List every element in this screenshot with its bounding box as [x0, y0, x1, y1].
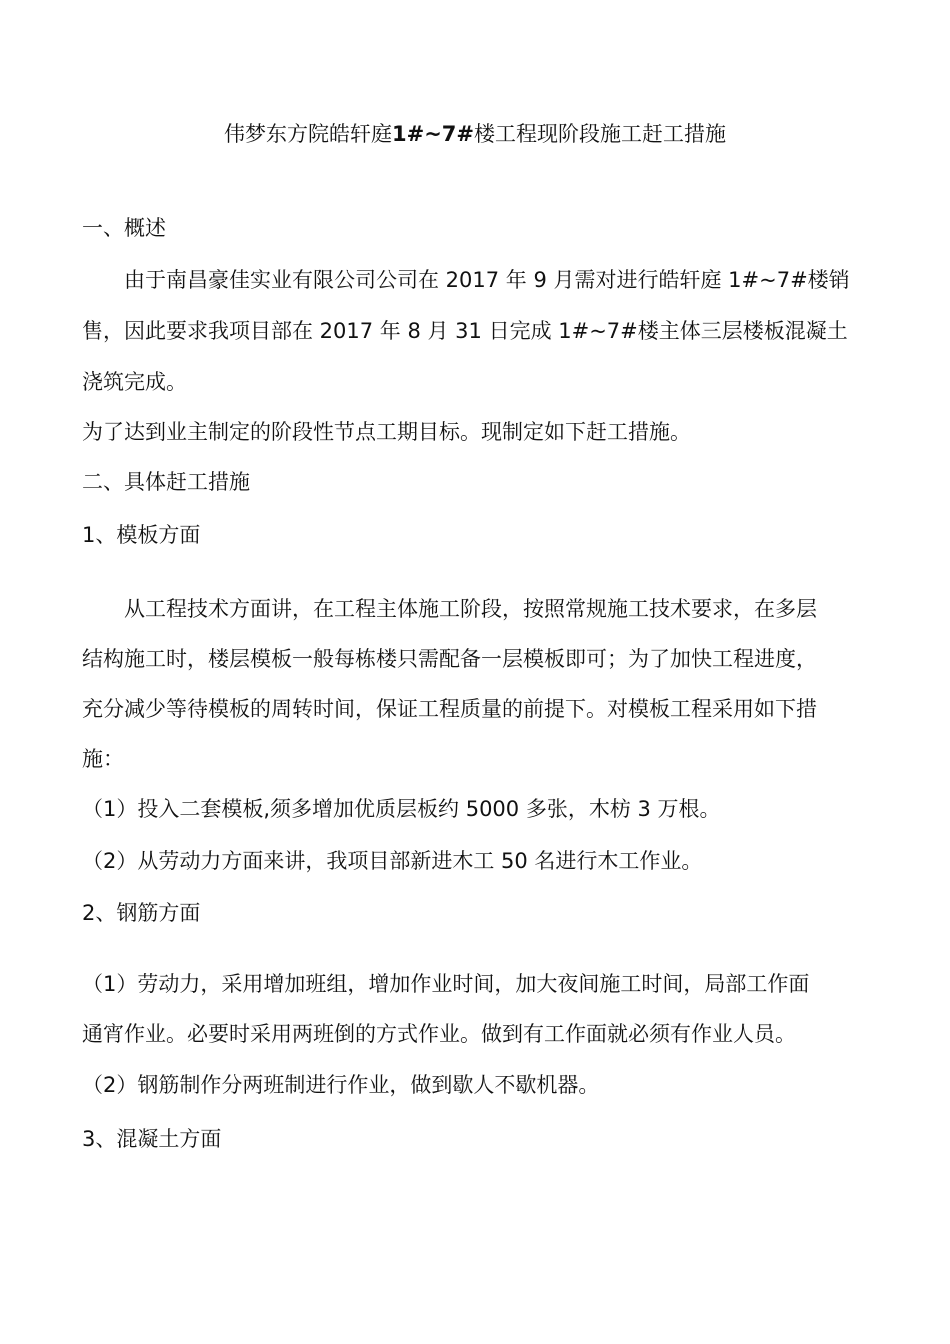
formwork-paragraph-line-2: 结构施工时，楼层模板一般每栋楼只需配备一层模板即可；为了加快工程进度，: [82, 647, 817, 671]
overview-paragraph-line-2: 售，因此要求我项目部在 2017 年 8 月 31 日完成 1#~7#楼主体三层楼板混凝土: [82, 319, 848, 343]
formwork-paragraph-line-4: 施：: [82, 747, 124, 771]
overview-paragraph-line-3: 浇筑完成。: [82, 370, 187, 394]
document-title: [80, 118, 870, 150]
title-part-3: 楼工程现阶段施工赶工措施: [474, 122, 726, 146]
formwork-paragraph-line-3: 充分减少等待模板的周转时间，保证工程质量的前提下。对模板工程采用如下措: [82, 697, 817, 721]
formwork-item-2: （2）从劳动力方面来讲，我项目部新进木工 50 名进行木工作业。: [82, 849, 703, 873]
overview-paragraph-line-1: 由于南昌豪佳实业有限公司公司在 2017 年 9 月需对进行皓轩庭 1#~7#楼销: [124, 268, 850, 292]
rebar-heading: 2、钢筋方面: [82, 901, 201, 925]
formwork-heading: 1、模板方面: [82, 523, 201, 547]
rebar-item-1-line-1: （1）劳动力，采用增加班组，增加作业时间，加大夜间施工时间，局部工作面: [82, 972, 810, 996]
concrete-heading: 3、混凝土方面: [82, 1127, 222, 1151]
rebar-item-1-line-2: 通宵作业。必要时采用两班倒的方式作业。做到有工作面就必须有作业人员。: [82, 1022, 796, 1046]
formwork-item-1: （1）投入二套模板,须多增加优质层板约 5000 多张，木枋 3 万根。: [82, 797, 721, 821]
overview-goal-paragraph: 为了达到业主制定的阶段性节点工期目标。现制定如下赶工措施。: [82, 420, 691, 444]
title-part-1: 伟梦东方院皓轩庭: [223, 122, 392, 146]
section-2-heading: 二、具体赶工措施: [82, 470, 250, 494]
section-1-heading: 一、概述: [82, 216, 166, 240]
rebar-item-2: （2）钢筋制作分两班制进行作业，做到歇人不歇机器。: [82, 1073, 600, 1097]
title-part-2: 1#~7#: [391, 122, 474, 146]
formwork-paragraph-line-1: 从工程技术方面讲，在工程主体施工阶段，按照常规施工技术要求，在多层: [124, 597, 817, 621]
